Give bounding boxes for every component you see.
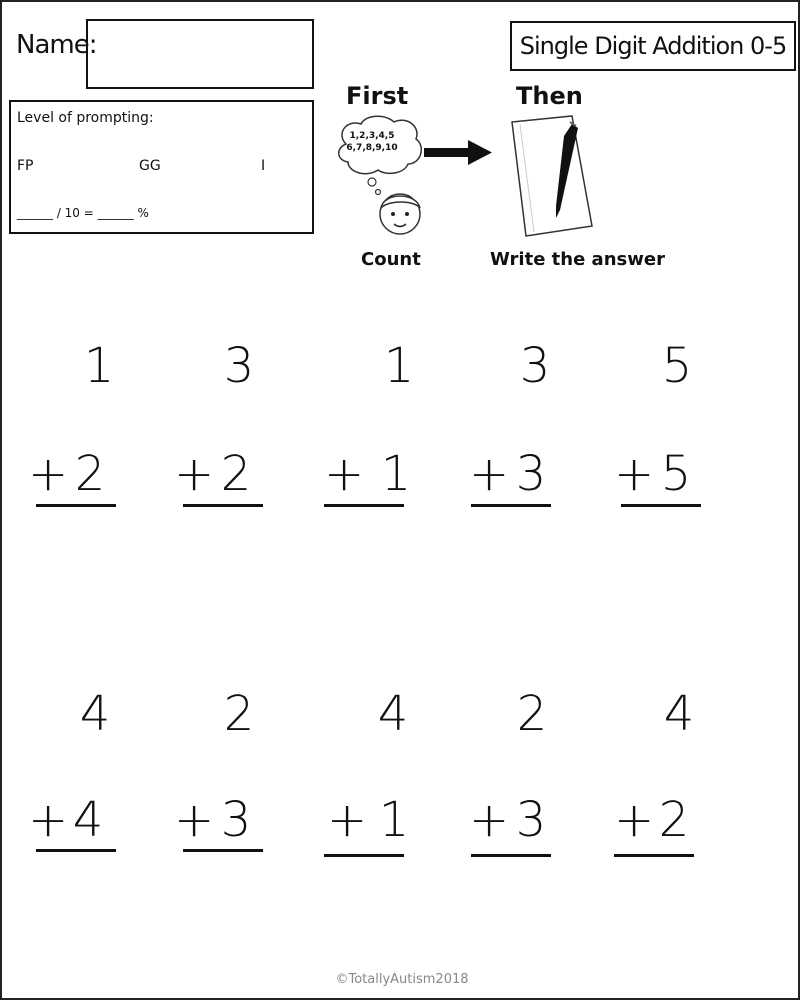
answer-line[interactable] [36,504,116,507]
problem-bottom-number: 3 [220,792,252,848]
problem-bottom-number: 3 [515,446,547,502]
problem-top-number: 3 [223,338,255,394]
problem-bottom-number: 4 [72,792,104,848]
plus-sign: + [174,446,215,502]
prompt-option-gg[interactable]: GG [139,158,161,174]
plus-sign: + [614,446,655,502]
name-field[interactable] [86,19,314,89]
problem-bottom-number: 2 [74,446,106,502]
problem-bottom-number: 2 [220,446,252,502]
paper-pencil-icon [506,114,598,242]
name-label: Name: [16,30,97,60]
plus-sign: + [469,446,510,502]
answer-line[interactable] [324,504,404,507]
answer-line[interactable] [471,854,551,857]
bubble-line-1: 1,2,3,4,5 [349,131,395,141]
arrow-right-icon [424,138,494,168]
problem-top-number: 2 [223,686,255,742]
plus-sign: + [28,446,69,502]
then-label: Then [516,82,583,110]
plus-sign: + [469,792,510,848]
problem-top-number: 4 [79,686,111,742]
answer-line[interactable] [471,504,551,507]
answer-line[interactable] [36,849,116,852]
score-line: ______ / 10 = ______ % [17,206,149,220]
problem-top-number: 2 [516,686,548,742]
problem-top-number: 3 [519,338,551,394]
prompt-option-fp[interactable]: FP [17,158,34,174]
plus-sign: + [324,446,365,502]
first-label: First [346,82,409,110]
prompting-label: Level of prompting: [17,110,154,126]
answer-line[interactable] [183,849,263,852]
plus-sign: + [614,792,655,848]
problem-bottom-number: 1 [380,446,412,502]
prompt-option-i[interactable]: I [261,158,266,174]
worksheet-title: Single Digit Addition 0-5 [510,21,796,71]
answer-line[interactable] [614,854,694,857]
plus-sign: + [28,792,69,848]
thought-bubble-text [342,130,402,154]
problem-bottom-number: 2 [658,792,690,848]
plus-sign: + [327,792,368,848]
problem-top-number: 4 [377,686,409,742]
problem-top-number: 1 [383,338,415,394]
problem-top-number: 5 [661,338,693,394]
answer-line[interactable] [324,854,404,857]
copyright-footer: ©TotallyAutism2018 [335,972,469,987]
write-caption: Write the answer [490,249,665,270]
problem-top-number: 1 [83,338,115,394]
problem-bottom-number: 5 [660,446,692,502]
plus-sign: + [174,792,215,848]
problem-bottom-number: 3 [515,792,547,848]
problem-bottom-number: 1 [378,792,410,848]
prompting-box [9,100,314,234]
answer-line[interactable] [183,504,263,507]
bubble-line-2: 6,7,8,9,10 [346,143,398,153]
problem-top-number: 4 [663,686,695,742]
answer-line[interactable] [621,504,701,507]
count-caption: Count [361,249,421,270]
